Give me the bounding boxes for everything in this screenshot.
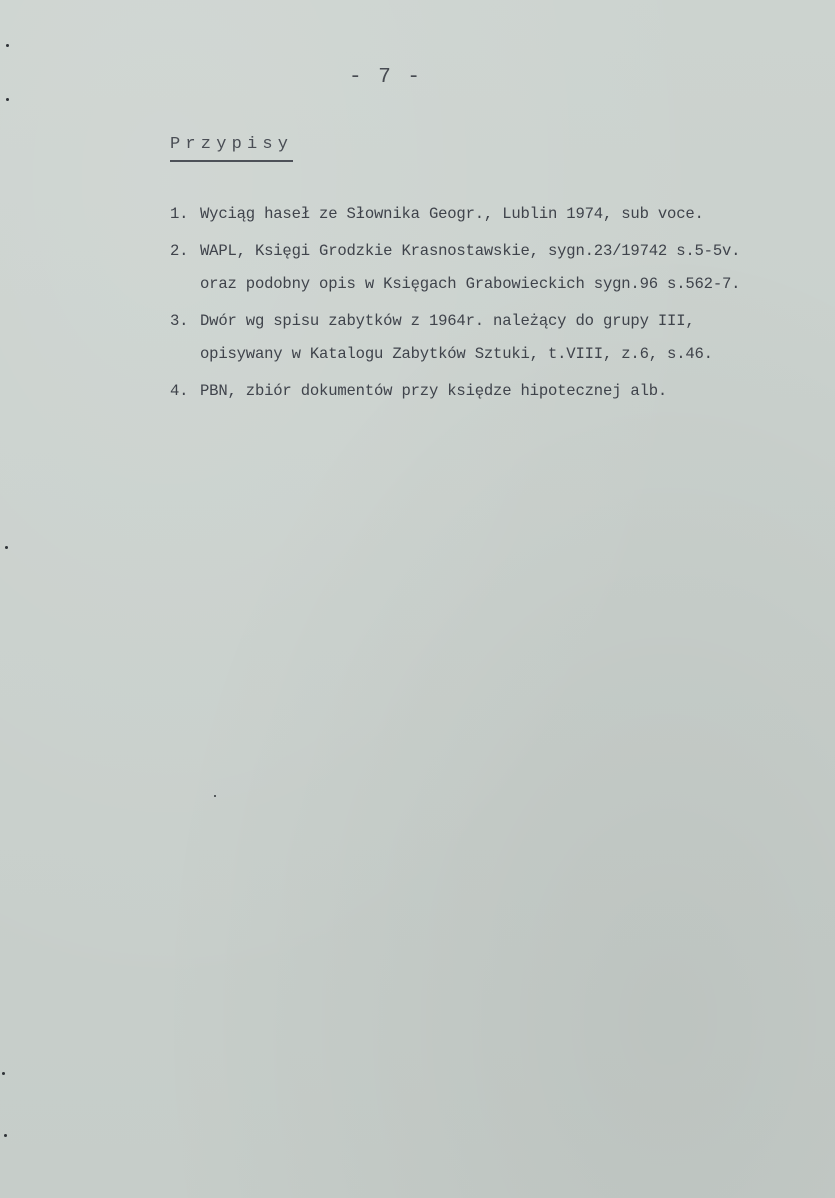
section-heading: Przypisy — [170, 135, 293, 162]
footnote-list — [170, 198, 830, 412]
footnote-line: Wyciąg haseł ze Słownika Geogr., Lublin 1974, sub voce. — [200, 205, 704, 223]
footnote-number: 4. — [170, 382, 189, 400]
footnote-line: WAPL, Księgi Grodzkie Krasnostawskie, sygn.23/19742 s.5-5v. — [200, 242, 741, 260]
footnote-line: PBN, zbiór dokumentów przy księdze hipotecznej alb. — [200, 382, 668, 400]
footnote-line: oraz podobny opis w Księgach Grabowieckich sygn.96 s.562-7. — [200, 275, 741, 293]
footnote-1 — [170, 198, 830, 231]
footnote-3 — [170, 305, 830, 371]
footnote-4 — [170, 375, 830, 408]
footnote-number: 1. — [170, 205, 189, 223]
footnote-number: 3. — [170, 312, 189, 330]
footnote-number: 2. — [170, 242, 189, 260]
footnote-line: Dwór wg spisu zabytków z 1964r. należący do grupy III, — [200, 312, 695, 330]
paper-speck — [6, 98, 9, 101]
page-number: - 7 - — [348, 66, 422, 89]
paper-speck — [4, 1134, 7, 1137]
paper-speck — [2, 1072, 5, 1075]
paper-speck — [6, 44, 9, 47]
paper-speck — [5, 546, 8, 549]
footnote-2 — [170, 235, 830, 301]
footnote-line: opisywany w Katalogu Zabytków Sztuki, t.VIII, z.6, s.46. — [200, 345, 713, 363]
paper-speck — [214, 795, 216, 797]
